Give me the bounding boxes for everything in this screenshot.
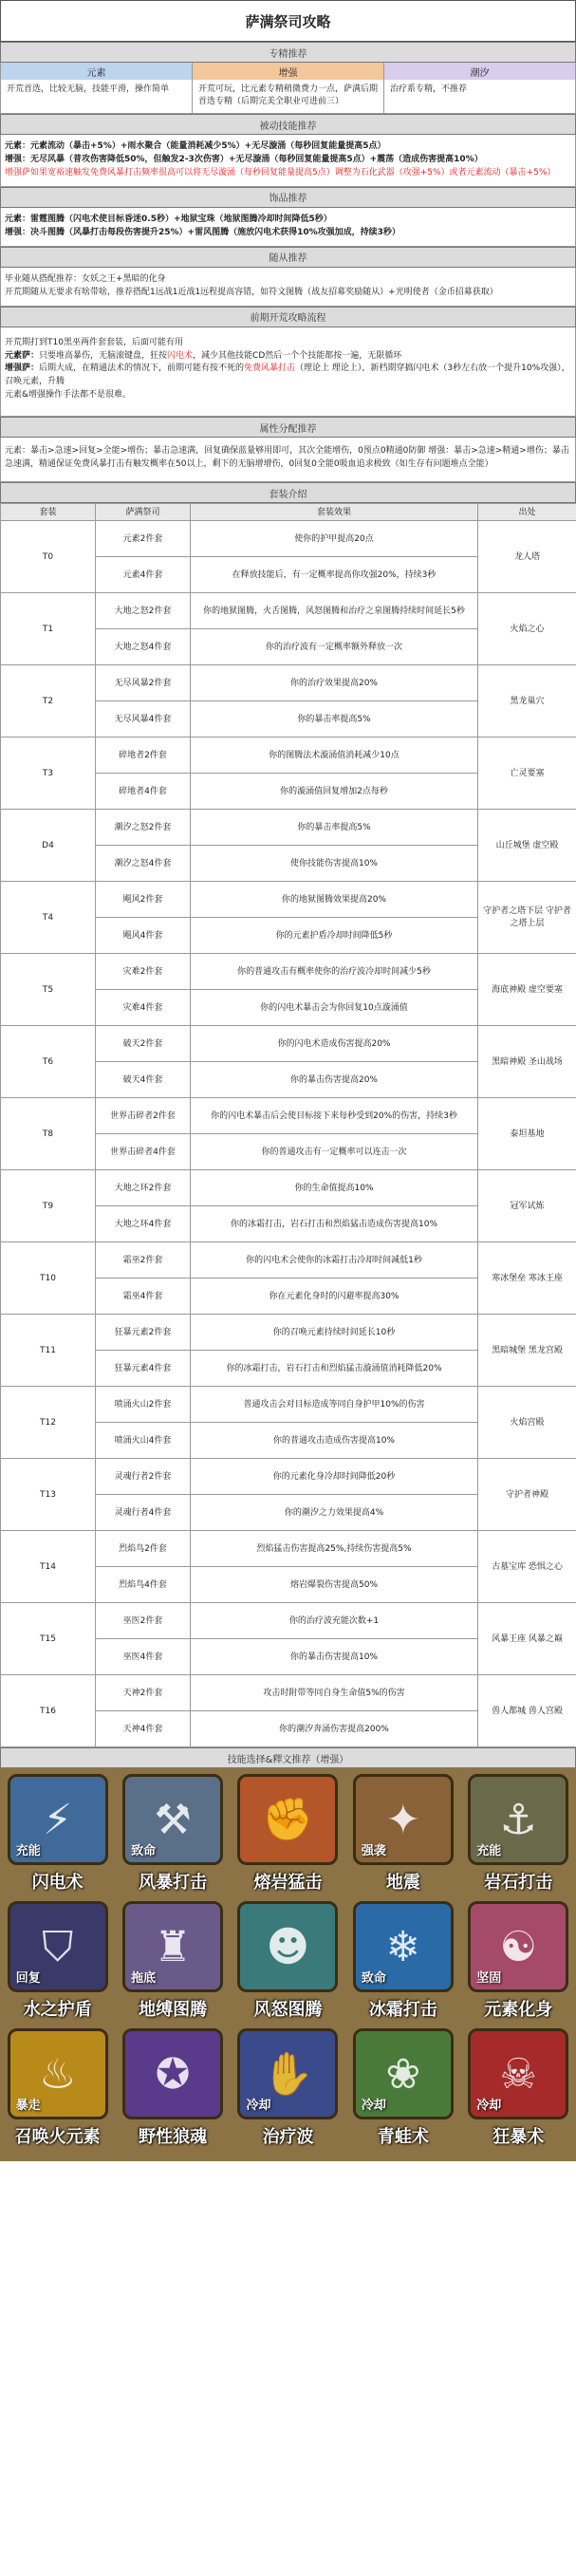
set-row bbox=[1, 593, 576, 629]
set-piece-effect: 你的冰霜打击，岩石打击和烈焰猛击造成伤害提高10% bbox=[191, 1206, 478, 1242]
skill-icon bbox=[122, 1774, 223, 1865]
skill-card bbox=[237, 2028, 338, 2148]
set-source: 守护者神殿 bbox=[478, 1459, 576, 1531]
set-piece-name: 无尽风暴2件套 bbox=[96, 665, 191, 701]
sets-heading: 套装介绍 bbox=[0, 482, 576, 503]
set-row bbox=[1, 810, 576, 846]
skill-icon bbox=[353, 1901, 454, 1992]
specialty-table bbox=[0, 63, 576, 114]
skill-tag: 致命 bbox=[131, 1844, 157, 1859]
skill-glyph-icon: ☯ bbox=[499, 1922, 537, 1971]
skill-glyph-icon: ✋ bbox=[262, 2050, 314, 2100]
skill-name: 水之护盾 bbox=[23, 2000, 92, 2021]
set-piece-name: 烈焰鸟2件套 bbox=[96, 1531, 191, 1567]
set-row bbox=[1, 954, 576, 990]
skill-glyph-icon: ♜ bbox=[154, 1922, 192, 1971]
passive-label: 元素： bbox=[5, 141, 31, 151]
skill-glyph-icon: ✊ bbox=[262, 1796, 314, 1845]
specialty-desc: 开荒可玩，比元素专精稍微费力一点，萨满后期首选专精（后期完美全职业可进前三） bbox=[198, 84, 379, 107]
process-label: 元素萨： bbox=[5, 350, 40, 361]
set-tier: T1 bbox=[1, 593, 96, 665]
accessory-heading: 饰品推荐 bbox=[0, 187, 576, 208]
set-row bbox=[1, 1315, 576, 1351]
set-piece-effect: 你的生命值提高10% bbox=[191, 1170, 478, 1206]
set-source: 泰坦基地 bbox=[478, 1098, 576, 1170]
skill-tag: 充能 bbox=[476, 1844, 502, 1859]
passive-block bbox=[0, 135, 576, 187]
set-row bbox=[1, 1459, 576, 1495]
specialty-name: 元素 bbox=[1, 63, 192, 80]
skill-tag: 坚固 bbox=[476, 1971, 502, 1987]
set-piece-effect: 你的漩涌值回复增加2点每秒 bbox=[191, 774, 478, 810]
skill-glyph-icon: ♨ bbox=[38, 2049, 77, 2099]
skill-icon bbox=[468, 2028, 568, 2119]
set-piece-name: 灵魂行者4件套 bbox=[96, 1495, 191, 1531]
set-source: 龙人塔 bbox=[478, 521, 576, 593]
skill-name: 风怒图腾 bbox=[253, 2000, 323, 2021]
skill-name: 元素化身 bbox=[484, 2000, 553, 2021]
set-piece-effect: 普通攻击会对目标造成等同自身护甲10%的伤害 bbox=[191, 1387, 478, 1423]
set-piece-effect: 熔岩爆裂伤害提高50% bbox=[191, 1567, 478, 1603]
skill-icon bbox=[353, 1774, 454, 1865]
set-tier: T6 bbox=[1, 1026, 96, 1098]
set-piece-name: 元素4件套 bbox=[96, 557, 191, 593]
skill-icon bbox=[237, 2028, 338, 2119]
set-piece-effect: 在释放技能后，有一定概率提高你攻强20%，持续3秒 bbox=[191, 557, 478, 593]
skill-name: 狂暴术 bbox=[492, 2127, 545, 2148]
skill-tag: 充能 bbox=[15, 1844, 41, 1859]
set-piece-name: 世界击碎者4件套 bbox=[96, 1134, 191, 1170]
skill-card bbox=[8, 1774, 108, 1894]
set-piece-effect: 攻击时附带等同自身生命值5%的伤害 bbox=[191, 1675, 478, 1711]
process-text: ，减少其他技能CD然后一个个技能都按一遍，无限循环 bbox=[193, 350, 402, 361]
sets-header-cell: 套装效果 bbox=[191, 504, 478, 521]
skill-card bbox=[468, 1774, 568, 1894]
set-piece-effect: 使你技能伤害提高10% bbox=[191, 846, 478, 882]
skill-card bbox=[8, 1901, 108, 2021]
skill-icon bbox=[353, 2028, 454, 2119]
accessory-line-enhancement bbox=[5, 227, 571, 240]
skill-glyph-icon: ❄ bbox=[385, 1922, 421, 1971]
set-source: 火焰宫殿 bbox=[478, 1387, 576, 1459]
skill-glyph-icon: ⛉ bbox=[42, 1922, 74, 1971]
set-piece-effect: 烈焰猛击伤害提高25%,持续伤害提高5% bbox=[191, 1531, 478, 1567]
skill-tag: 致命 bbox=[361, 1971, 386, 1987]
accessory-text: 雷霆图腾（闪电术使目标昏迷0.5秒）+地狱宝珠（地狱图腾冷却时间降低5秒） bbox=[30, 214, 332, 224]
skill-glyph-icon: ☻ bbox=[266, 1922, 310, 1971]
skill-name: 冰霜打击 bbox=[368, 2000, 437, 2021]
set-piece-effect: 你的冰霜打击，岩石打击和烈焰猛击漩涌值消耗降低20% bbox=[191, 1351, 478, 1387]
skill-card bbox=[122, 1901, 223, 2021]
set-piece-name: 灵魂行者2件套 bbox=[96, 1459, 191, 1495]
set-row bbox=[1, 1242, 576, 1279]
set-row bbox=[1, 1603, 576, 1639]
skill-card bbox=[122, 1774, 223, 1894]
set-row bbox=[1, 1531, 576, 1567]
set-source: 亡灵要塞 bbox=[478, 737, 576, 810]
skill-name: 青蛙术 bbox=[377, 2127, 429, 2148]
set-tier: T14 bbox=[1, 1531, 96, 1603]
process-heading: 前期开荒攻略流程 bbox=[0, 307, 576, 327]
accessory-label: 增强： bbox=[5, 227, 31, 237]
set-tier: T13 bbox=[1, 1459, 96, 1531]
set-piece-name: 霜巫2件套 bbox=[96, 1242, 191, 1279]
skill-icon bbox=[122, 2028, 223, 2119]
skills-grid bbox=[0, 1768, 576, 2161]
skill-card bbox=[353, 1901, 454, 2021]
process-highlight: 免费风暴打击 bbox=[244, 364, 296, 374]
accessory-text: 决斗图腾（风暴打击每段伤害提升25%）+雷风图腾（施放闪电术获得10%攻强加成，持续3秒） bbox=[30, 227, 400, 237]
skill-icon bbox=[122, 1901, 223, 1992]
set-source: 兽人都城 兽人宫殿 bbox=[478, 1675, 576, 1747]
set-source: 风暴王座 风暴之巅 bbox=[478, 1603, 576, 1675]
set-piece-effect: 你的地狱图腾，火舌图腾，风怒图腾和治疗之泉图腾持续时间延长5秒 bbox=[191, 593, 478, 629]
set-piece-effect: 你的普通攻击有一定概率可以连击一次 bbox=[191, 1134, 478, 1170]
set-source: 寒冰堡垒 寒冰王座 bbox=[478, 1242, 576, 1315]
set-row bbox=[1, 737, 576, 774]
skill-card bbox=[122, 2028, 223, 2148]
set-piece-effect: 你的闪电术暴击会为你回复10点漩涌值 bbox=[191, 990, 478, 1026]
set-piece-name: 大地之环4件套 bbox=[96, 1206, 191, 1242]
set-row bbox=[1, 1387, 576, 1423]
set-row bbox=[1, 1675, 576, 1711]
set-piece-effect: 你的暴击率提高5% bbox=[191, 701, 478, 737]
set-piece-name: 大地之怒2件套 bbox=[96, 593, 191, 629]
follower-heading: 随从推荐 bbox=[0, 247, 576, 268]
set-piece-effect: 你的元素护盾冷却时间降低5秒 bbox=[191, 918, 478, 954]
sets-table bbox=[0, 503, 576, 1747]
skill-card bbox=[237, 1774, 338, 1894]
set-piece-effect: 你的图腾法术漩涌值消耗减少10点 bbox=[191, 737, 478, 774]
set-piece-name: 潮汐之怒2件套 bbox=[96, 810, 191, 846]
set-piece-name: 飓风2件套 bbox=[96, 882, 191, 918]
set-tier: T8 bbox=[1, 1098, 96, 1170]
set-piece-name: 巫医4件套 bbox=[96, 1639, 191, 1675]
process-label: 增强萨： bbox=[5, 364, 40, 374]
set-source: 古墓宝库 恐惧之心 bbox=[478, 1531, 576, 1603]
set-piece-effect: 你在元素化身时的闪避率提高30% bbox=[191, 1279, 478, 1315]
follower-line: 开荒期随从无要求有啥带啥，推荐搭配1远战1近战1远程提高容错，如符文图腾（战友招募奖励随从）+光明使者（金币招募获取） bbox=[5, 287, 498, 297]
skill-glyph-icon: ⚒ bbox=[154, 1795, 192, 1844]
skill-icon bbox=[237, 1901, 338, 1992]
skill-glyph-icon: ✦ bbox=[385, 1795, 421, 1844]
set-piece-name: 霜巫4件套 bbox=[96, 1279, 191, 1315]
set-piece-name: 狂暴元素4件套 bbox=[96, 1351, 191, 1387]
passive-note: 增强萨如果宽裕速触发免费风暴打击频率很高可以将无尽漩涌（每秒回复能量提高5点）调整为石化武器（攻强+5%）或者元素流动（暴击+5%） bbox=[5, 167, 556, 177]
set-source: 冠军试炼 bbox=[478, 1170, 576, 1242]
skill-tag: 冷却 bbox=[246, 2099, 271, 2114]
passive-text: 无尽风暴（普攻伤害降低50%，但触发2-3次伤害）+无尽漩涌（每秒回复能量提高5点）+震荡（造成伤害提高10%） bbox=[30, 154, 483, 164]
set-piece-name: 元素2件套 bbox=[96, 521, 191, 557]
skill-row bbox=[0, 2028, 576, 2148]
set-piece-effect: 你的治疗效果提高20% bbox=[191, 665, 478, 701]
specialty-col-elemental bbox=[1, 63, 193, 113]
skill-name: 召唤火元素 bbox=[14, 2127, 101, 2148]
specialty-desc: 开荒首选，比较无脑，技能平滑，操作简单 bbox=[7, 84, 170, 94]
skill-glyph-icon: ❀ bbox=[385, 2049, 421, 2099]
set-source: 海底神殿 虚空要塞 bbox=[478, 954, 576, 1026]
skill-tag: 回复 bbox=[15, 1971, 41, 1987]
set-piece-name: 破天2件套 bbox=[96, 1026, 191, 1062]
process-line: 开荒期打到T10黑巫两件套套装，后面可能有用 bbox=[5, 337, 183, 347]
set-piece-name: 飓风4件套 bbox=[96, 918, 191, 954]
set-source: 山丘城堡 虚空殿 bbox=[478, 810, 576, 882]
set-row bbox=[1, 665, 576, 701]
set-piece-name: 狂暴元素2件套 bbox=[96, 1315, 191, 1351]
set-piece-effect: 你的地狱图腾效果提高20% bbox=[191, 882, 478, 918]
set-piece-name: 无尽风暴4件套 bbox=[96, 701, 191, 737]
set-piece-name: 喷涌火山2件套 bbox=[96, 1387, 191, 1423]
set-source: 守护者之塔下层 守护者之塔上层 bbox=[478, 882, 576, 954]
skill-name: 闪电术 bbox=[31, 1873, 84, 1894]
set-piece-name: 喷涌火山4件套 bbox=[96, 1423, 191, 1459]
accessory-block bbox=[0, 208, 576, 247]
set-piece-effect: 你的元素化身冷却时间降低20秒 bbox=[191, 1459, 478, 1495]
set-tier: T12 bbox=[1, 1387, 96, 1459]
set-piece-effect: 你的潮汐奔涌伤害提高200% bbox=[191, 1711, 478, 1747]
skill-tag: 冷却 bbox=[361, 2099, 386, 2114]
skill-card bbox=[8, 2028, 108, 2148]
set-piece-name: 碎地者2件套 bbox=[96, 737, 191, 774]
set-source: 火焰之心 bbox=[478, 593, 576, 665]
skill-card bbox=[353, 2028, 454, 2148]
set-piece-name: 潮汐之怒4件套 bbox=[96, 846, 191, 882]
skill-name: 地缚图腾 bbox=[139, 2000, 208, 2021]
skill-glyph-icon: ⚓ bbox=[499, 1795, 537, 1844]
specialty-col-enhancement bbox=[193, 63, 384, 113]
set-source: 黑暗神殿 圣山战场 bbox=[478, 1026, 576, 1098]
skill-tag: 拖底 bbox=[131, 1971, 157, 1987]
set-piece-effect: 你的暴击伤害提高10% bbox=[191, 1639, 478, 1675]
set-piece-name: 烈焰鸟4件套 bbox=[96, 1567, 191, 1603]
passive-text: 元素流动（暴击+5%）+雨水聚合（能量消耗减少5%）+无尽漩涌（每秒回复能量提高5点） bbox=[30, 141, 386, 151]
passive-line-elemental bbox=[5, 140, 571, 154]
process-block bbox=[0, 327, 576, 418]
set-piece-name: 大地之环2件套 bbox=[96, 1170, 191, 1206]
set-tier: T11 bbox=[1, 1315, 96, 1387]
attr-text: 元素：暴击>急速>回复>全能>增伤；暴击急速满，回复确保蓝量够用即可，其次全能增伤，0预点0精通0防御 增强：暴击>急速>精通>增伤；暴击急速满，精通保证免费风暴打击有触发概率在50以上，剩下的无脑增增伤，0回复0全能0吸血追求极致（如生存有问题堆点全能） bbox=[5, 446, 569, 470]
set-tier: T9 bbox=[1, 1170, 96, 1242]
skill-icon bbox=[8, 1901, 108, 1992]
skill-glyph-icon: ✪ bbox=[155, 2049, 191, 2099]
skill-icon bbox=[8, 2028, 108, 2119]
set-piece-effect: 你的闪电术造成伤害提高20% bbox=[191, 1026, 478, 1062]
skill-tag: 强袭 bbox=[361, 1844, 386, 1859]
process-text: （理论上 理论上），新档期穿搞闪电术（3秒左右放一个提升10%攻强），召唤元素，升腾 bbox=[5, 364, 570, 387]
set-tier: T0 bbox=[1, 521, 96, 593]
skill-glyph-icon: ☠ bbox=[499, 2049, 537, 2099]
set-piece-name: 灾难4件套 bbox=[96, 990, 191, 1026]
set-source: 黑龙巢穴 bbox=[478, 665, 576, 737]
set-tier: T10 bbox=[1, 1242, 96, 1315]
set-piece-effect: 你的治疗波充能次数+1 bbox=[191, 1603, 478, 1639]
skill-icon bbox=[468, 1901, 568, 1992]
set-piece-effect: 你的潮汐之力效果提高4% bbox=[191, 1495, 478, 1531]
set-piece-effect: 使你的护甲提高20点 bbox=[191, 521, 478, 557]
set-piece-name: 破天4件套 bbox=[96, 1062, 191, 1098]
set-piece-name: 天神4件套 bbox=[96, 1711, 191, 1747]
set-tier: T3 bbox=[1, 737, 96, 810]
set-source: 黑暗城堡 黑龙宫殿 bbox=[478, 1315, 576, 1387]
attr-heading: 属性分配推荐 bbox=[0, 417, 576, 438]
skill-card bbox=[353, 1774, 454, 1894]
accessory-label: 元素： bbox=[5, 214, 31, 224]
set-tier: T16 bbox=[1, 1675, 96, 1747]
set-piece-effect: 你的暴击率提高5% bbox=[191, 810, 478, 846]
set-tier: T2 bbox=[1, 665, 96, 737]
skill-name: 岩石打击 bbox=[484, 1873, 553, 1894]
attr-block bbox=[0, 438, 576, 482]
skill-card bbox=[468, 1901, 568, 2021]
set-piece-name: 巫医2件套 bbox=[96, 1603, 191, 1639]
accessory-line-elemental bbox=[5, 214, 571, 227]
specialty-heading: 专精推荐 bbox=[0, 42, 576, 63]
specialty-name: 增强 bbox=[193, 63, 383, 80]
skill-tag: 暴走 bbox=[15, 2099, 41, 2114]
set-piece-name: 碎地者4件套 bbox=[96, 774, 191, 810]
set-tier: T5 bbox=[1, 954, 96, 1026]
process-line bbox=[5, 350, 571, 364]
set-row bbox=[1, 882, 576, 918]
skill-name: 治疗波 bbox=[262, 2127, 314, 2148]
specialty-desc: 治疗系专精，不推荐 bbox=[390, 84, 468, 94]
process-line bbox=[5, 363, 571, 389]
skill-card bbox=[237, 1901, 338, 2021]
sets-header-row bbox=[1, 504, 576, 521]
skills-heading: 技能选择&釋文推荐（增强） bbox=[0, 1747, 576, 1768]
specialty-name: 潮汐 bbox=[384, 63, 575, 80]
follower-line: 毕业随从搭配推荐：女妖之王+黑暗的化身 bbox=[5, 273, 166, 284]
set-piece-name: 天神2件套 bbox=[96, 1675, 191, 1711]
set-piece-name: 世界击碎者2件套 bbox=[96, 1098, 191, 1134]
set-row bbox=[1, 1098, 576, 1134]
process-text: 只要堆高暴伤，无脑滚键盘，狂按 bbox=[39, 350, 168, 361]
set-piece-effect: 你的召唤元素持续时间延长10秒 bbox=[191, 1315, 478, 1351]
set-piece-effect: 你的暴击伤害提高20% bbox=[191, 1062, 478, 1098]
page-title: 萨满祭司攻略 bbox=[0, 0, 576, 42]
follower-block bbox=[0, 268, 576, 307]
skill-name: 熔岩猛击 bbox=[253, 1873, 323, 1894]
sets-header-cell: 出处 bbox=[478, 504, 576, 521]
set-row bbox=[1, 1170, 576, 1206]
set-piece-effect: 你的普通攻击造成伤害提高10% bbox=[191, 1423, 478, 1459]
set-piece-effect: 你的闪电术暴击后会使目标接下来每秒受到20%的伤害，持续3秒 bbox=[191, 1098, 478, 1134]
passive-heading: 被动技能推荐 bbox=[0, 114, 576, 135]
set-piece-effect: 你的治疗波有一定概率额外释放一次 bbox=[191, 629, 478, 665]
process-text: 后期大成，在精通法术的情况下，前期可能有按不死的 bbox=[39, 364, 245, 374]
process-line: 元素&增强操作手法都不是很难。 bbox=[5, 390, 132, 401]
skill-card bbox=[468, 2028, 568, 2148]
skill-name: 野性狼魂 bbox=[139, 2127, 208, 2148]
skill-icon bbox=[237, 1774, 338, 1865]
sets-header-cell: 套装 bbox=[1, 504, 96, 521]
skill-name: 风暴打击 bbox=[139, 1873, 208, 1894]
skill-icon bbox=[8, 1774, 108, 1865]
set-row bbox=[1, 1026, 576, 1062]
set-tier: T4 bbox=[1, 882, 96, 954]
set-tier: T15 bbox=[1, 1603, 96, 1675]
skill-name: 地震 bbox=[385, 1873, 420, 1894]
sets-header-cell: 萨满祭司 bbox=[96, 504, 191, 521]
skill-row bbox=[0, 1901, 576, 2021]
specialty-col-restoration bbox=[384, 63, 575, 113]
skill-row bbox=[0, 1774, 576, 1894]
set-row bbox=[1, 521, 576, 557]
skill-icon bbox=[468, 1774, 568, 1865]
set-piece-effect: 你的闪电术会使你的冰霜打击冷却时间减低1秒 bbox=[191, 1242, 478, 1279]
passive-label: 增强： bbox=[5, 154, 31, 164]
set-piece-name: 大地之怒4件套 bbox=[96, 629, 191, 665]
set-piece-name: 灾难2件套 bbox=[96, 954, 191, 990]
set-tier: D4 bbox=[1, 810, 96, 882]
skill-tag: 冷却 bbox=[476, 2099, 502, 2114]
skill-glyph-icon: ⚡ bbox=[43, 1795, 73, 1844]
process-highlight: 闪电术 bbox=[167, 350, 194, 361]
set-piece-effect: 你的普通攻击有概率使你的治疗波冷却时间减少5秒 bbox=[191, 954, 478, 990]
passive-line-enhancement bbox=[5, 154, 571, 167]
